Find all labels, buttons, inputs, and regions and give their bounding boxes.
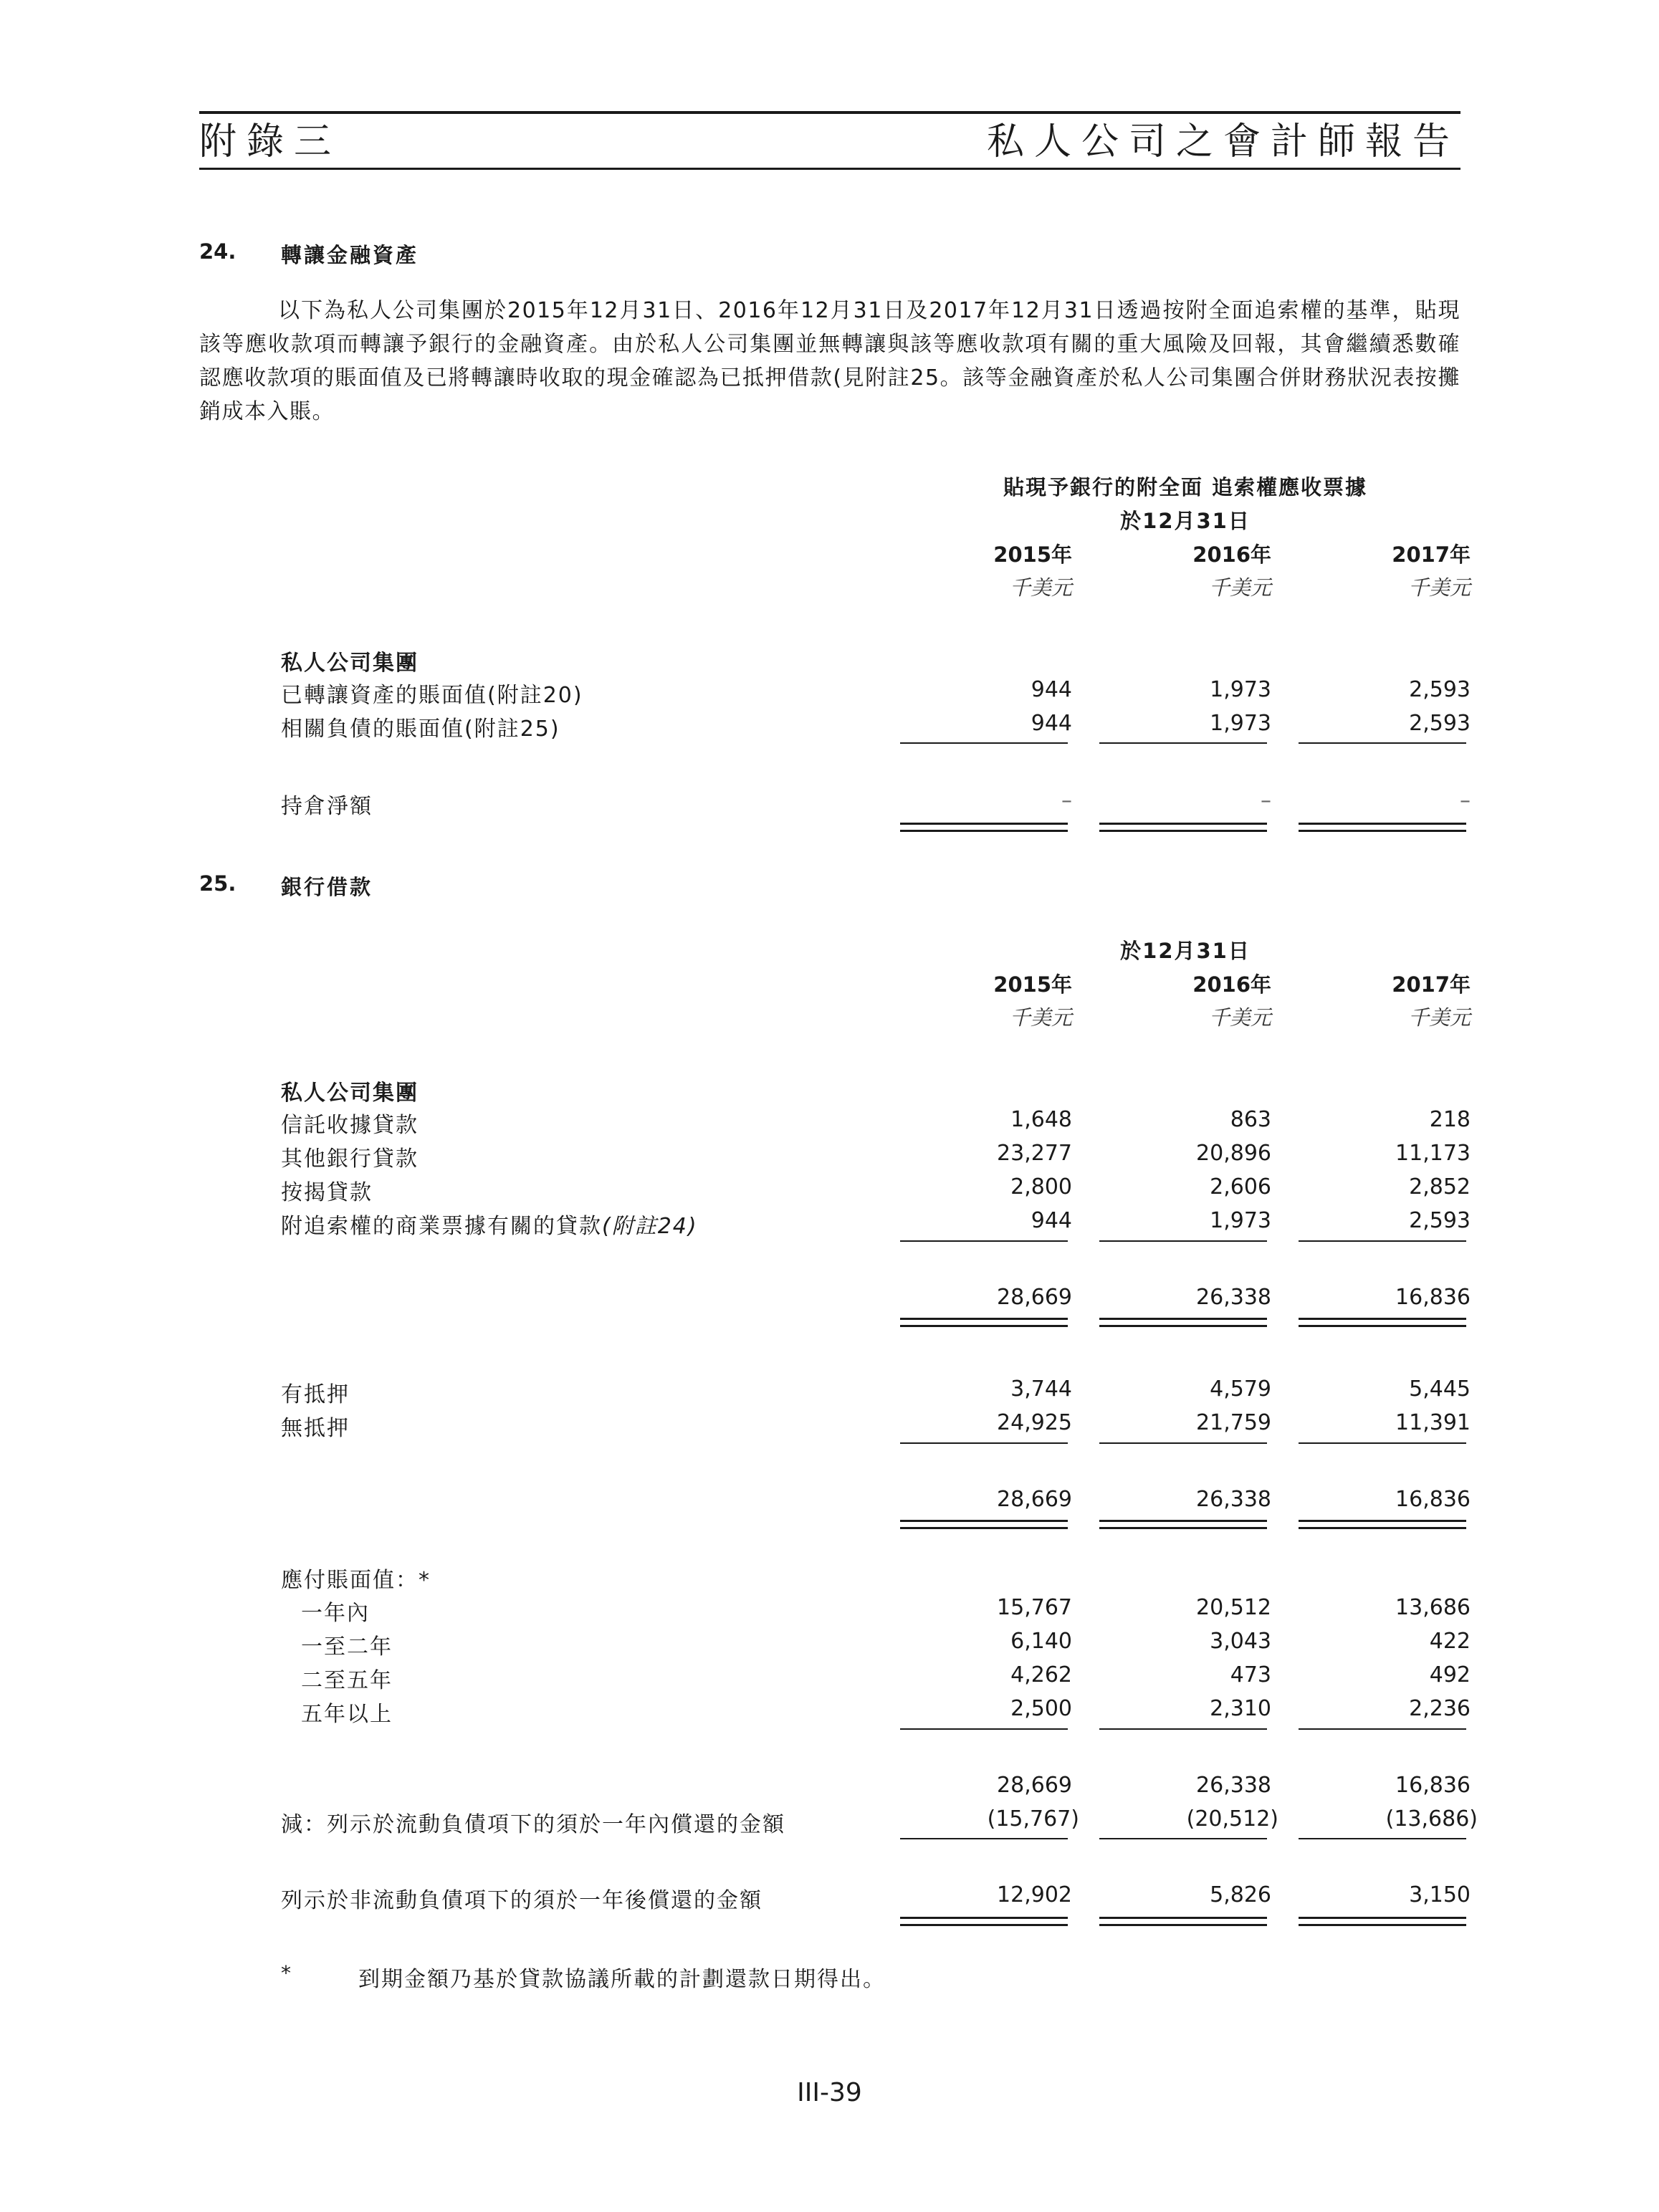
table24-row-liabilities-label: 相關負債的賬面值(附註25) <box>281 717 560 742</box>
table25-maturity-2to5y-2017: 492 <box>1429 1662 1471 1687</box>
table25-double-e3 <box>1299 1917 1466 1919</box>
table24-net-label: 持倉淨額 <box>281 794 373 819</box>
table25-noncurrent-label: 列示於非流動負債項下的須於一年後償還的金額 <box>281 1888 762 1913</box>
table24-rule-1 <box>900 742 1068 744</box>
table24-year-2015: 2015年 <box>993 542 1072 567</box>
table25-maturity-2to5y-2016: 473 <box>1230 1662 1271 1687</box>
table25-double-b1 <box>900 1325 1068 1327</box>
table24-unit-2015: 千美元 <box>1009 575 1072 600</box>
table25-rule-c1 <box>900 1728 1068 1730</box>
table25-loan-other-2016: 20,896 <box>1196 1141 1271 1166</box>
table25-rule-a3 <box>1299 1240 1466 1242</box>
table25-unsecured-2017: 11,391 <box>1395 1410 1471 1435</box>
table25-double-b3 <box>1299 1325 1466 1327</box>
table25-rule-a2 <box>1099 1240 1267 1242</box>
section-25-number: 25. <box>199 871 236 896</box>
table24-row-liabilities-2016: 1,973 <box>1210 711 1271 736</box>
table24-date-heading: 於12月31日 <box>1120 509 1251 533</box>
table25-loan-mortgage-2015: 2,800 <box>1010 1174 1072 1200</box>
table25-loan-mortgage-label: 按揭貸款 <box>281 1180 373 1205</box>
table24-row-liabilities-2015: 944 <box>1031 711 1072 736</box>
table25-double-f3 <box>1299 1924 1466 1926</box>
table25-rule-b2 <box>1099 1442 1267 1444</box>
table25-loan-recourse-label <box>281 1208 698 1240</box>
table24-net-2015: – <box>1061 788 1072 813</box>
table25-year-2015: 2015年 <box>993 972 1072 997</box>
table24-double-rule-3b <box>1299 830 1466 832</box>
table25-loan-recourse-note: (附註24) <box>602 1214 698 1239</box>
section-24-paragraph <box>199 294 1460 428</box>
table25-year-2017: 2017年 <box>1392 972 1471 997</box>
table25-total1-2016: 26,338 <box>1196 1285 1271 1310</box>
table25-loan-recourse-2015: 944 <box>1031 1208 1072 1233</box>
table25-double-d3 <box>1299 1527 1466 1529</box>
page-number: III-39 <box>797 2078 862 2107</box>
table25-group-label: 私人公司集團 <box>281 1081 419 1106</box>
table25-double-a3 <box>1299 1318 1466 1320</box>
table25-less-2015: (15,767) <box>987 1806 1079 1832</box>
table25-noncurrent-2016: 5,826 <box>1210 1882 1271 1907</box>
table25-maturity-1to2y-label: 一至二年 <box>301 1634 393 1660</box>
table25-date-heading: 於12月31日 <box>1120 939 1251 963</box>
table25-double-c2 <box>1099 1520 1267 1522</box>
report-title: 私人公司之會計師報告 <box>986 120 1460 163</box>
table25-loan-trust-2015: 1,648 <box>1010 1107 1072 1132</box>
table25-less-label: 減：列示於流動負債項下的須於一年內償還的金額 <box>281 1812 785 1837</box>
table25-rule-d3 <box>1299 1838 1466 1839</box>
table25-double-b2 <box>1099 1325 1267 1327</box>
table25-rule-d1 <box>900 1838 1068 1839</box>
table25-loan-recourse-2017: 2,593 <box>1409 1208 1471 1233</box>
table25-double-c3 <box>1299 1520 1466 1522</box>
table25-loan-other-2015: 23,277 <box>997 1141 1072 1166</box>
table25-double-d1 <box>900 1527 1068 1529</box>
table25-loan-recourse-text: 附追索權的商業票據有關的貸款 <box>281 1214 602 1239</box>
section-24-number: 24. <box>199 239 236 264</box>
table25-rule-c3 <box>1299 1728 1466 1730</box>
table24-double-rule-2b <box>1099 830 1267 832</box>
table25-double-e1 <box>900 1917 1068 1919</box>
table25-maturity-1y-2016: 20,512 <box>1196 1595 1271 1620</box>
table24-double-rule-3a <box>1299 823 1466 825</box>
table25-loan-recourse-2016: 1,973 <box>1210 1208 1271 1233</box>
table24-unit-2016: 千美元 <box>1208 575 1271 600</box>
table25-unsecured-label: 無抵押 <box>281 1416 350 1441</box>
table25-maturity-1to2y-2015: 6,140 <box>1010 1629 1072 1654</box>
table25-maturity-over5y-2017: 2,236 <box>1409 1696 1471 1721</box>
table24-group-label: 私人公司集團 <box>281 651 419 676</box>
table24-rule-3 <box>1299 742 1466 744</box>
table24-title: 貼現予銀行的附全面 追索權應收票據 <box>1003 475 1368 499</box>
table25-total3-2016: 26,338 <box>1196 1773 1271 1798</box>
table24-rule-2 <box>1099 742 1267 744</box>
table25-loan-trust-2017: 218 <box>1429 1107 1471 1132</box>
table25-double-a1 <box>900 1318 1068 1320</box>
table25-unit-2016: 千美元 <box>1208 1005 1271 1030</box>
table24-double-rule-2a <box>1099 823 1267 825</box>
table25-maturity-1y-label: 一年內 <box>301 1601 370 1626</box>
table25-total1-2017: 16,836 <box>1395 1285 1471 1310</box>
table25-secured-2015: 3,744 <box>1010 1376 1072 1402</box>
table25-total3-2015: 28,669 <box>997 1773 1072 1798</box>
table25-loan-mortgage-2017: 2,852 <box>1409 1174 1471 1200</box>
table24-unit-2017: 千美元 <box>1407 575 1471 600</box>
table25-rule-d2 <box>1099 1838 1267 1839</box>
table24-row-liabilities-2017: 2,593 <box>1409 711 1471 736</box>
table25-maturity-label: 應付賬面值：* <box>281 1568 431 1593</box>
table25-loan-other-label: 其他銀行貸款 <box>281 1146 419 1172</box>
table25-maturity-1to2y-2017: 422 <box>1429 1629 1471 1654</box>
table24-double-rule-1a <box>900 823 1068 825</box>
appendix-title: 附錄三 <box>199 120 342 163</box>
table25-unsecured-2015: 24,925 <box>997 1410 1072 1435</box>
table25-loan-trust-label: 信託收據貸款 <box>281 1113 419 1138</box>
table25-double-a2 <box>1099 1318 1267 1320</box>
table24-net-2016: – <box>1261 788 1271 813</box>
table25-loan-other-2017: 11,173 <box>1395 1141 1471 1166</box>
table24-row-transferred-label: 已轉讓資產的賬面值(附註20) <box>281 683 583 708</box>
table25-maturity-over5y-2015: 2,500 <box>1010 1696 1072 1721</box>
section-24-paragraph-text: 以下為私人公司集團於2015年12月31日、2016年12月31日及2017年12月31日透過按附全面追索權的基準，貼現該等應收款項而轉讓予銀行的金融資產。由於私人公司集團並無轉讓與該等應收款項有關的重大風險及回報，其會繼續悉數確認應收款項的賬面值及已將轉讓時收取的現金確認為已抵押借款(見附註25。該等金融資產於私人公司集團合併財務狀況表按攤銷成本入賬。 <box>199 298 1460 424</box>
table24-row-transferred-2016: 1,973 <box>1210 677 1271 702</box>
table24-row-transferred-2017: 2,593 <box>1409 677 1471 702</box>
table25-total2-2017: 16,836 <box>1395 1487 1471 1512</box>
table25-maturity-over5y-2016: 2,310 <box>1210 1696 1271 1721</box>
table25-double-d2 <box>1099 1527 1267 1529</box>
table25-double-c1 <box>900 1520 1068 1522</box>
table25-rule-b3 <box>1299 1442 1466 1444</box>
section-25-title: 銀行借款 <box>281 875 373 899</box>
table25-year-2016: 2016年 <box>1192 972 1271 997</box>
table25-total2-2015: 28,669 <box>997 1487 1072 1512</box>
table25-total1-2015: 28,669 <box>997 1285 1072 1310</box>
table25-less-2017: (13,686) <box>1385 1806 1478 1832</box>
table24-year-2017: 2017年 <box>1392 542 1471 567</box>
table25-rule-c2 <box>1099 1728 1267 1730</box>
table24-double-rule-1b <box>900 830 1068 832</box>
table25-double-e2 <box>1099 1917 1267 1919</box>
table25-less-2016: (20,512) <box>1186 1806 1278 1832</box>
table25-maturity-2to5y-2015: 4,262 <box>1010 1662 1072 1687</box>
table25-unit-2015: 千美元 <box>1009 1005 1072 1030</box>
header-top-rule <box>199 111 1460 114</box>
table24-year-2016: 2016年 <box>1192 542 1271 567</box>
header-bottom-rule <box>199 168 1460 170</box>
table24-net-2017: – <box>1460 788 1471 813</box>
table25-maturity-1y-2015: 15,767 <box>997 1595 1072 1620</box>
section-24-title: 轉讓金融資產 <box>281 243 419 267</box>
table25-noncurrent-2017: 3,150 <box>1409 1882 1471 1907</box>
table25-maturity-2to5y-label: 二至五年 <box>301 1668 393 1693</box>
table25-secured-label: 有抵押 <box>281 1382 350 1407</box>
table25-maturity-1to2y-2016: 3,043 <box>1210 1629 1271 1654</box>
table25-rule-b1 <box>900 1442 1068 1444</box>
table25-maturity-over5y-label: 五年以上 <box>301 1702 393 1727</box>
table25-rule-a1 <box>900 1240 1068 1242</box>
footnote-text: 到期金額乃基於貸款協議所載的計劃還款日期得出。 <box>358 1967 886 1992</box>
table25-noncurrent-2015: 12,902 <box>997 1882 1072 1907</box>
table25-loan-trust-2016: 863 <box>1230 1107 1271 1132</box>
table24-row-transferred-2015: 944 <box>1031 677 1072 702</box>
table25-secured-2017: 5,445 <box>1409 1376 1471 1402</box>
table25-total3-2017: 16,836 <box>1395 1773 1471 1798</box>
table25-unsecured-2016: 21,759 <box>1196 1410 1271 1435</box>
footnote-mark: * <box>281 1961 291 1985</box>
table25-double-f2 <box>1099 1924 1267 1926</box>
table25-total2-2016: 26,338 <box>1196 1487 1271 1512</box>
table25-double-f1 <box>900 1924 1068 1926</box>
table25-loan-mortgage-2016: 2,606 <box>1210 1174 1271 1200</box>
table25-maturity-1y-2017: 13,686 <box>1395 1595 1471 1620</box>
table25-unit-2017: 千美元 <box>1407 1005 1471 1030</box>
table25-secured-2016: 4,579 <box>1210 1376 1271 1402</box>
